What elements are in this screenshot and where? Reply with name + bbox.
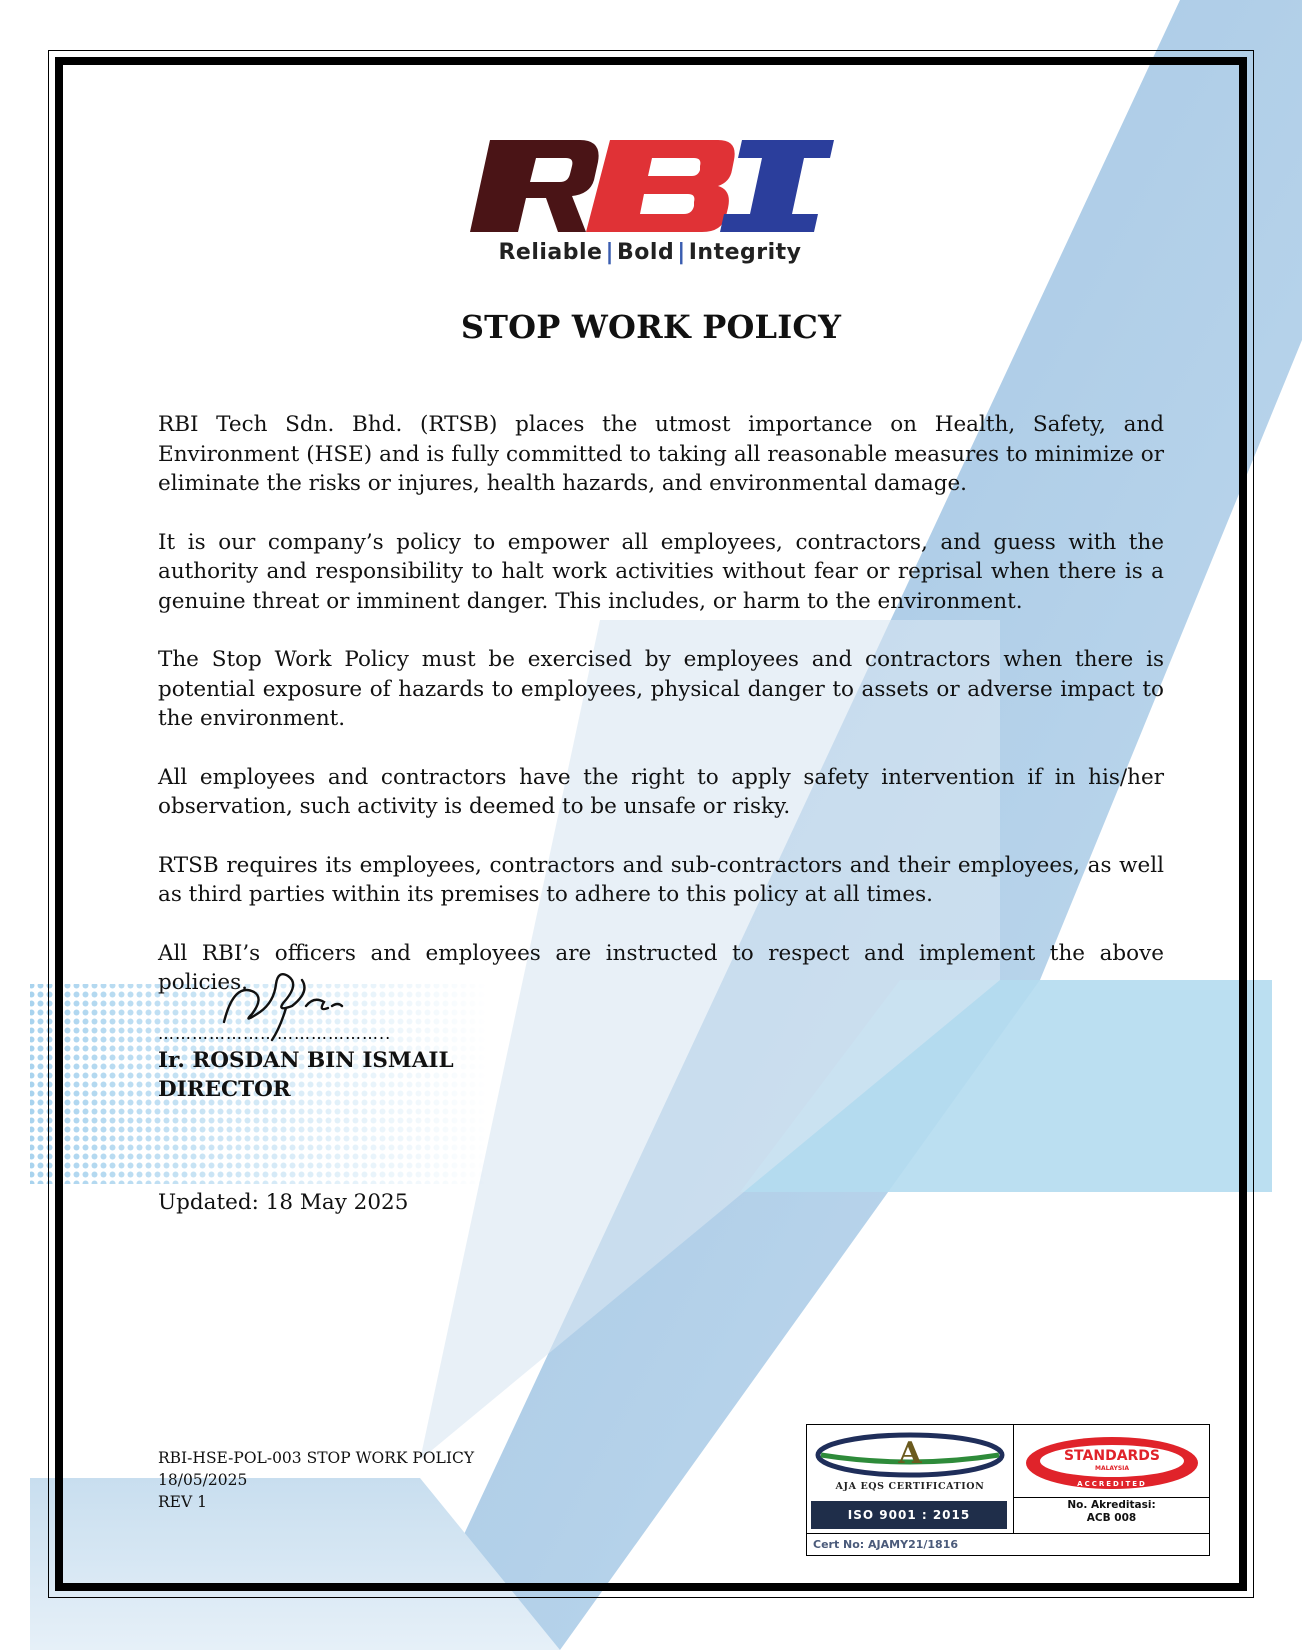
doc-ref-date: 18/05/2025: [158, 1471, 248, 1489]
tagline-integrity: Integrity: [688, 240, 802, 265]
akreditasi-label: No. Akreditasi:: [1067, 1499, 1156, 1511]
signature-line: …………………………………..: [158, 1024, 392, 1043]
doc-ref-code: RBI-HSE-POL-003 STOP WORK POLICY: [158, 1449, 475, 1467]
updated-date: Updated: 18 May 2025: [158, 1190, 409, 1215]
standards-label: STANDARDS: [1063, 1448, 1161, 1464]
aja-label: AJA EQS CERTIFICATION: [835, 1481, 985, 1492]
document-reference: [158, 1447, 474, 1513]
divider: [1014, 1497, 1209, 1498]
aja-logo: [807, 1425, 1013, 1481]
tagline-separator: |: [677, 240, 686, 265]
tagline-reliable: Reliable: [498, 240, 603, 265]
page-title: STOP WORK POLICY: [460, 308, 842, 346]
standards-malaysia-panel: [1014, 1425, 1209, 1533]
policy-paragraph: It is our company’s policy to empower all employees, contractors, and guess with the authority and responsibility to halt work activities without fear or reprisal when there is a genuine threat or imminent danger. This includes, or harm to the environment.: [158, 529, 1164, 614]
logo-tagline: [462, 240, 838, 265]
policy-paragraph: The Stop Work Policy must be exercised by employees and contractors when there is potential exposure of hazards to employees, physical danger to assets or adverse impact to the environment.: [158, 647, 1164, 731]
aja-mark: A: [898, 1436, 922, 1471]
signatory-position: DIRECTOR: [158, 1077, 291, 1102]
standards-malaysia-logo: [1022, 1433, 1202, 1493]
certification-box: [806, 1424, 1210, 1556]
rbi-logo-mark: [462, 136, 838, 236]
signatory-name: Ir. ROSDAN BIN ISMAIL: [158, 1048, 454, 1073]
akreditasi-number: ACB 008: [1086, 1512, 1137, 1524]
policy-paragraph: All RBI’s officers and employees are instructed to respect and implement the above policies.: [158, 940, 1164, 995]
doc-ref-rev: REV 1: [158, 1493, 207, 1511]
standards-country: MALAYSIA: [1094, 1465, 1130, 1472]
tagline-separator: |: [605, 240, 615, 265]
handwritten-signature: [214, 962, 374, 1042]
tagline-bold: Bold: [617, 240, 675, 265]
policy-paragraph: RTSB requires its employees, contractors and sub-contractors and their employees, as well as third parties within its premises to adhere to this policy at all times.: [158, 852, 1164, 907]
standards-accredited: ACCREDITED: [1077, 1480, 1147, 1488]
aja-certification-panel: [807, 1425, 1014, 1533]
policy-paragraph: All employees and contractors have the right to apply safety intervention if in his/her observation, such activity is deemed to be unsafe or risky.: [158, 764, 1164, 819]
akreditasi-info: [1014, 1499, 1209, 1525]
policy-paragraph: RBI Tech Sdn. Bhd. (RTSB) places the utmost importance on Health, Safety, and Environment (HSE) and is fully committed to taking all reasonable measures to minimize or eliminate the risks or injures, health hazards, and environmental damage.: [158, 412, 1164, 496]
iso-standard: ISO 9001 : 2015: [811, 1501, 1007, 1529]
signature-block: [158, 1024, 458, 1104]
company-logo: [462, 136, 838, 276]
certificate-number: Cert No: AJAMY21/1816: [807, 1533, 1209, 1555]
policy-body: [158, 410, 1164, 1027]
